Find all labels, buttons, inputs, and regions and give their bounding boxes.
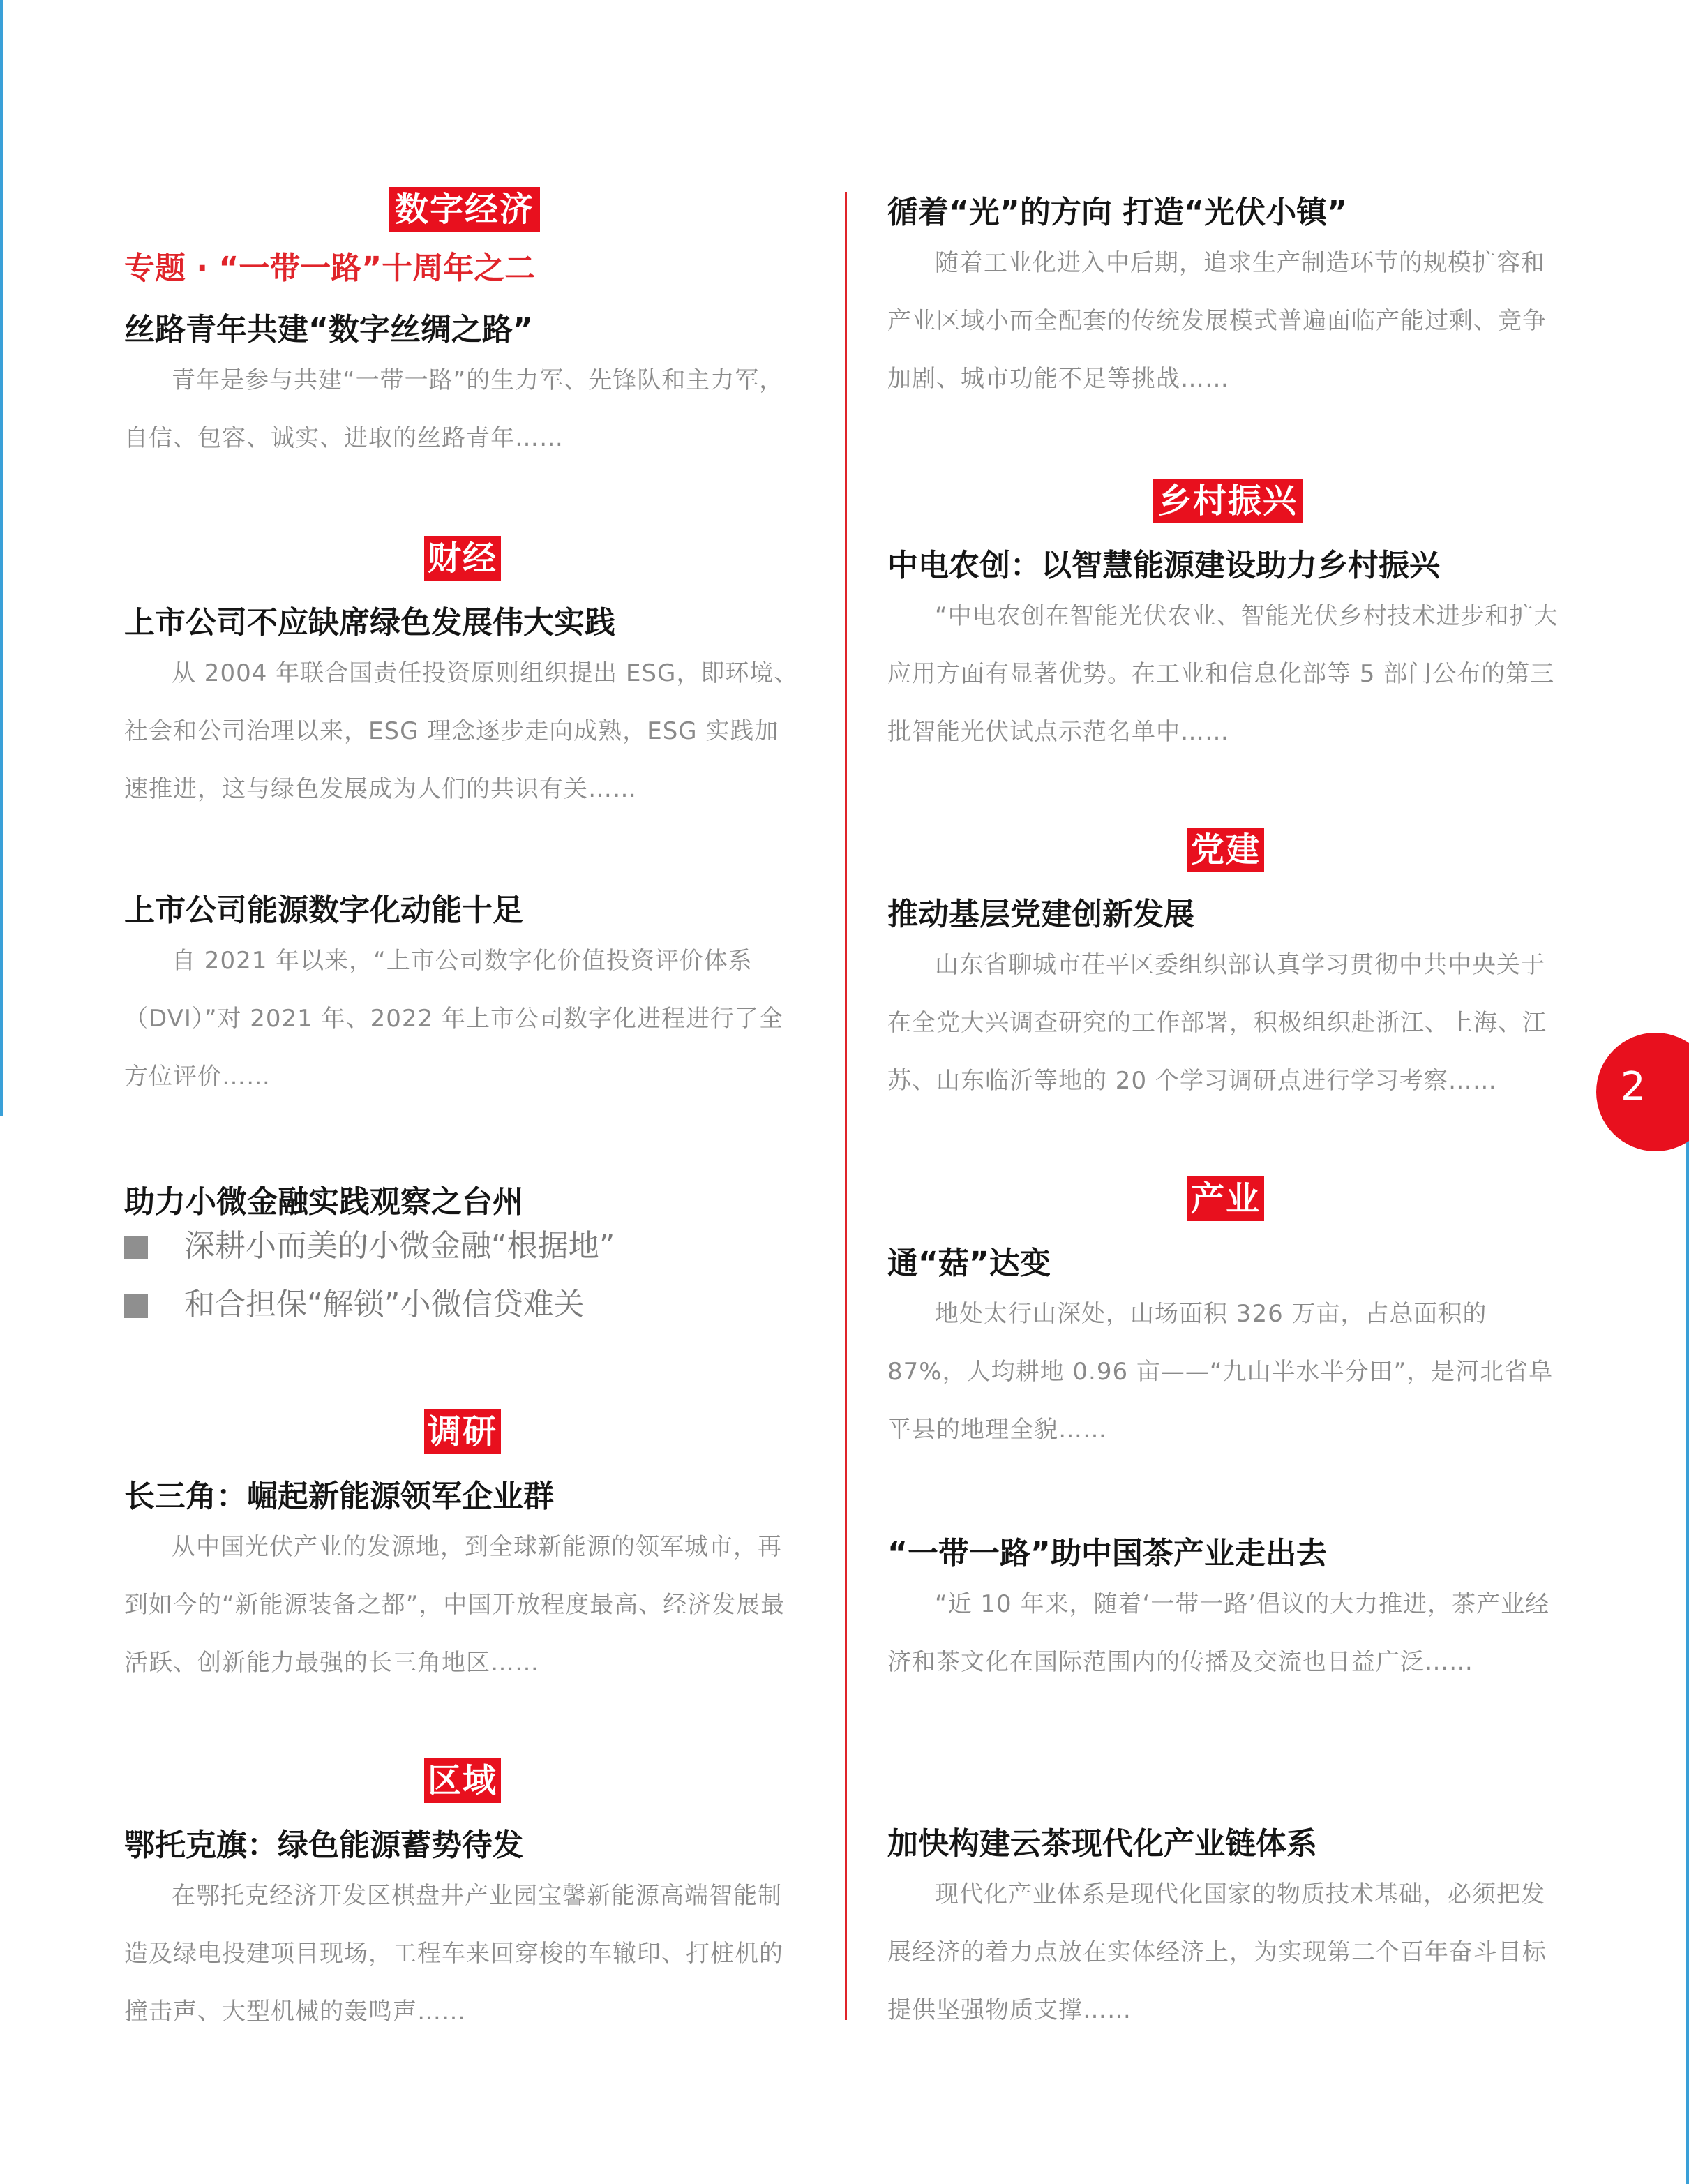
square-bullet-icon — [124, 1294, 148, 1318]
page-number: 2 — [1621, 1064, 1646, 1109]
right-edge-stripe — [1686, 1116, 1689, 2184]
article-headline[interactable]: 丝路青年共建“数字丝绸之路” — [124, 312, 533, 347]
article-summary: “中电农创在智能光伏农业、智能光伏乡村技术进步和扩大应用方面有显著优势。在工业和信息化部等 5 部门公布的第三批智能光伏试点示范名单中…… — [887, 602, 1559, 746]
bullet-text: 和合担保“解锁”小微信贷难关 — [184, 1287, 585, 1322]
article-summary: 山东省聊城市茌平区委组织部认真学习贯彻中共中央关于在全党大兴调查研究的工作部署，积极组织赴浙江、上海、江苏、山东临沂等地的 20 个学习调研点进行学习考察…… — [887, 951, 1547, 1095]
article-summary: 现代化产业体系是现代化国家的物质技术基础，必须把发展经济的着力点放在实体经济上，为实现第二个百年奋斗目标提供坚强物质支撑…… — [887, 1880, 1547, 2024]
left-edge-stripe — [0, 0, 3, 1116]
article-summary: 自 2021 年以来，“上市公司数字化价值投资评价体系（DVI）”对 2021 年、2022 年上市公司数字化进程进行了全方位评价…… — [124, 947, 783, 1091]
article-headline[interactable]: 推动基层党建创新发展 — [887, 897, 1194, 932]
section-tag: 乡村振兴 — [1153, 479, 1303, 523]
article-headline[interactable]: 循着“光”的方向 打造“光伏小镇” — [887, 195, 1347, 230]
bullet-item[interactable] — [124, 1284, 585, 1326]
article-summary: 从中国光伏产业的发源地，到全球新能源的领军城市，再到如今的“新能源装备之都”，中国开放程度最高、经济发展最活跃、创新能力最强的长三角地区…… — [124, 1533, 786, 1677]
article-summary: 随着工业化进入中后期，追求生产制造环节的规模扩容和产业区域小而全配套的传统发展模式普遍面临产能过剩、竞争加剧、城市功能不足等挑战…… — [887, 249, 1547, 393]
article-summary: “近 10 年来，随着‘一带一路’倡议的大力推进，茶产业经济和茶文化在国际范围内的传播及交流也日益广泛…… — [887, 1590, 1550, 1676]
section-tag: 数字经济 — [389, 187, 540, 232]
section-tag: 财经 — [424, 536, 501, 581]
section-tag: 产业 — [1187, 1176, 1264, 1221]
article-headline[interactable]: 加快构建云茶现代化产业链体系 — [887, 1826, 1317, 1862]
article-headline[interactable]: 长三角：崛起新能源领军企业群 — [124, 1479, 554, 1514]
article-summary: 地处太行山深处，山场面积 326 万亩，占总面积的 87%，人均耕地 0.96 亩——“九山半水半分田”，是河北省阜平县的地理全貌…… — [887, 1300, 1554, 1444]
column-divider — [845, 192, 847, 2020]
article-summary: 从 2004 年联合国责任投资原则组织提出 ESG，即环境、社会和公司治理以来，ESG 理念逐步走向成熟，ESG 实践加速推进，这与绿色发展成为人们的共识有关…… — [124, 659, 799, 803]
special-topic-title: 专题 · “一带一路”十周年之二 — [124, 250, 536, 286]
article-summary: 青年是参与共建“一带一路”的生力军、先锋队和主力军，自信、包容、诚实、进取的丝路青年…… — [124, 366, 784, 452]
article-headline[interactable]: 中电农创：以智慧能源建设助力乡村振兴 — [887, 548, 1440, 583]
bullet-text: 深耕小而美的小微金融“根据地” — [184, 1228, 615, 1264]
article-headline[interactable]: “一带一路”助中国茶产业走出去 — [887, 1536, 1327, 1571]
article-headline[interactable]: 鄂托克旗：绿色能源蓄势待发 — [124, 1827, 523, 1863]
section-tag: 党建 — [1187, 828, 1264, 872]
section-tag: 调研 — [424, 1409, 501, 1454]
bullet-item[interactable] — [124, 1225, 615, 1267]
square-bullet-icon — [124, 1236, 148, 1259]
article-summary: 在鄂托克经济开发区棋盘井产业园宝馨新能源高端智能制造及绿电投建项目现场，工程车来回穿梭的车辙印、打桩机的撞击声、大型机械的轰鸣声…… — [124, 1882, 783, 2026]
article-headline[interactable]: 助力小微金融实践观察之台州 — [124, 1184, 523, 1220]
article-headline[interactable]: 通“菇”达变 — [887, 1246, 1051, 1281]
section-tag: 区域 — [424, 1758, 501, 1803]
page-number-badge — [1596, 1033, 1689, 1151]
article-headline[interactable]: 上市公司不应缺席绿色发展伟大实践 — [124, 605, 615, 641]
article-headline[interactable]: 上市公司能源数字化动能十足 — [124, 892, 523, 928]
